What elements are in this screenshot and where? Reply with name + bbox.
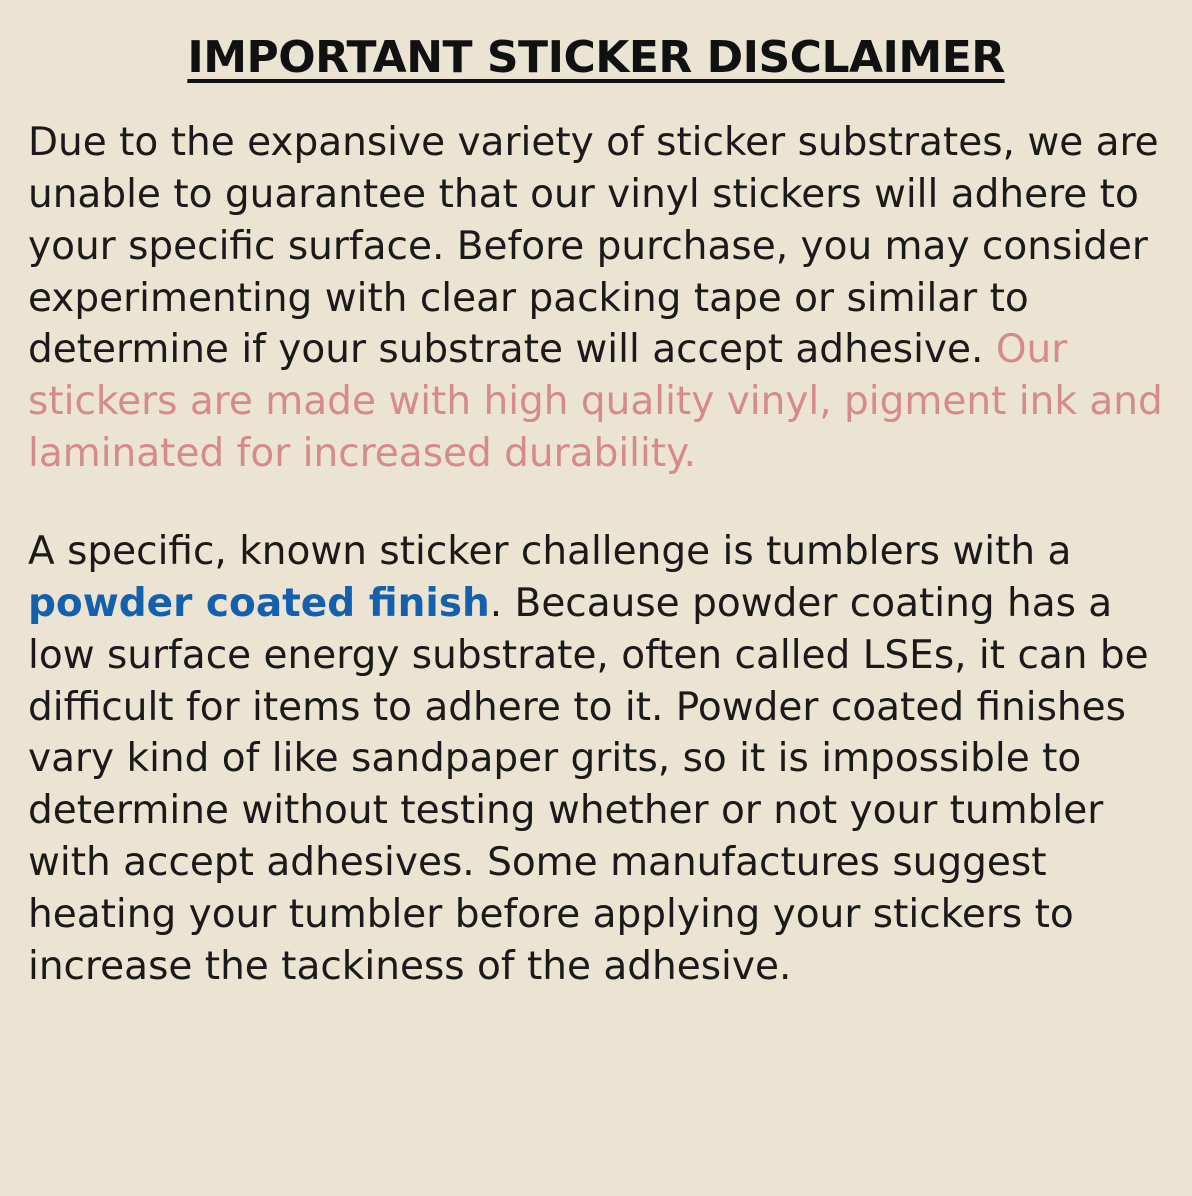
paragraph-2-tail-text: . Because powder coating has a low surface energy substrate, often called LSEs, it can be difficult for items to adhere to it. Powder coated finishes vary kind of like sandpaper grits, so it is impossible to determine without testing whether or not your tumbler with accept adhesives. Some manufactures suggest heating your tumbler before applying your stickers to increase the tackiness of the adhesive. <box>28 580 1149 989</box>
page-title: IMPORTANT STICKER DISCLAIMER <box>187 32 1005 83</box>
paragraph-substrate-disclaimer <box>28 117 1164 480</box>
paragraph-powder-coating <box>28 526 1164 993</box>
paragraph-1-highlight-text: Our stickers are made with high quality vinyl, pigment ink and laminated for increased durability. <box>28 327 1163 477</box>
paragraph-2-highlight-text: powder coated finish <box>28 580 490 626</box>
paragraph-1-lead-text: Due to the expansive variety of sticker substrates, we are unable to guarantee that our vinyl stickers will adhere to your specific surface. Before purchase, you may consider experimenting with clear packing tape or similar to determine if your substrate will accept adhesive. <box>28 120 1159 373</box>
paragraph-2-lead-text: A specific, known sticker challenge is tumblers with a <box>28 529 1072 575</box>
